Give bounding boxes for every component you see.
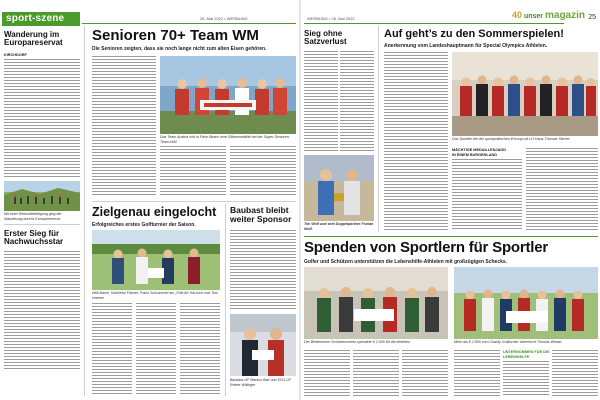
- article-body: [4, 251, 80, 371]
- article-body: [92, 56, 156, 196]
- article-body: [353, 350, 399, 396]
- article-body: [340, 51, 374, 151]
- divider: [304, 236, 598, 237]
- shooters-photo: [304, 267, 448, 339]
- main-headline: Senioren 70+ Team WM: [92, 27, 259, 44]
- article-body: [4, 59, 80, 179]
- article-body: [230, 230, 296, 310]
- green-subheading: UNTERNOMMEN FÜR DIE: [503, 350, 550, 354]
- side-headline: Erster Sieg für Nachwuchsstar: [4, 229, 64, 247]
- magazine-logo: [512, 10, 585, 21]
- side-kicker: KIRCHDORF: [4, 53, 27, 57]
- article-body: [452, 159, 522, 230]
- column-rule: [378, 26, 379, 232]
- golf-donation-photo: [454, 267, 598, 339]
- green-subheading: LEBENSHILFE: [503, 355, 530, 359]
- golf-kicker: Erfolgreiches erstes Golfturnier der Saison.: [92, 222, 196, 228]
- donation-headline: Spenden von Sportlern für Sportler: [304, 239, 549, 256]
- article-body: [503, 361, 549, 396]
- sub-heading: IN EINEM BURGENLAND: [452, 153, 497, 157]
- article-body: [180, 303, 220, 395]
- article-body: [160, 146, 226, 196]
- side-headline: Sieg ohne Satzverlust: [304, 29, 347, 47]
- article-body: [454, 350, 500, 396]
- photo-caption: Der Biedermeier Schützenverein spendete € 2.000 für die Athleten.: [304, 340, 411, 344]
- page-number: 25: [588, 14, 596, 21]
- article-body: [552, 350, 598, 396]
- logo-small: unser: [523, 13, 544, 20]
- section-brand: sport-szene: [2, 12, 80, 26]
- column-rule: [84, 26, 85, 396]
- main-kicker: Anerkennung vom Landeshauptmann für Special Olympics Athleten.: [384, 43, 548, 49]
- sponsor-photo: [230, 314, 296, 376]
- article-body: [92, 303, 132, 395]
- divider: [92, 201, 296, 202]
- athletes-photo: [452, 52, 598, 136]
- article-body: [384, 52, 448, 230]
- photo-caption: Das Sportler bei der sportpolitischen Ehrung mit LH Hans-Thomas Sticher: [452, 137, 570, 141]
- hiking-photo: [4, 181, 80, 211]
- tennis-photo: [304, 155, 374, 221]
- article-body: [526, 148, 598, 230]
- issue-line: WERBUNG • 26. Mai 2022: [307, 16, 355, 21]
- article-body: [402, 350, 448, 396]
- team-photo: [160, 56, 296, 134]
- article-body: [136, 303, 176, 395]
- issue-line: 26. Mai 2022 • WERBUNG: [200, 16, 248, 21]
- main-kicker: Die Senioren zeigten, dass sie noch lange nicht zum alten Eisen gehören.: [92, 46, 267, 52]
- photo-caption: Tim Wolf und sein Doppelpartner Florian Wolf.: [304, 222, 374, 231]
- golfers-photo: [92, 230, 220, 290]
- side-headline: Wanderung im Europareservat: [4, 30, 63, 48]
- column-rule: [225, 204, 226, 396]
- article-body: [230, 146, 296, 196]
- photo-caption: Willi Bauer, Karlheinz Falmer, Franz Schrammel am „Fritz für Hat-trick und Toni Hartner: [92, 291, 218, 300]
- main-headline: Auf geht’s zu den Sommerspielen!: [384, 28, 564, 40]
- photo-caption: Mehr als € 2.800 vom Charity Golfturnier überreicht Thomas Wiesin.: [454, 340, 563, 344]
- sub-heading: MÄCHTIGE MEDAILLENJAGD: [452, 148, 506, 152]
- logo-anniversary: 40: [512, 10, 523, 20]
- photo-caption: Das Team Austria holt in Palm Beach eine Silbermedaille bei der Super-Senioren-Team-WM.: [160, 135, 290, 144]
- sponsor-headline: Baubast bleibt weiter Sponsor: [230, 205, 292, 224]
- article-body: [304, 51, 338, 151]
- top-rule: [82, 23, 296, 24]
- photo-caption: Baubast-GF Markus Bair und SVG-GF Reiner Willinger: [230, 378, 292, 387]
- golf-headline: Zielgenau eingelocht: [92, 205, 217, 219]
- right-page: [300, 0, 600, 400]
- logo-big: magazin: [544, 10, 585, 21]
- top-rule: [304, 23, 564, 24]
- divider: [4, 224, 80, 225]
- article-body: [304, 350, 350, 396]
- donation-kicker: Golfer und Schützen unterstützen die Lebenshilfe-Athleten mit großzügigen Schecks.: [304, 259, 508, 265]
- photo-caption: Mit einer Rekordbeteiligung ging die Wanderung durchs Europareservat: [4, 212, 62, 221]
